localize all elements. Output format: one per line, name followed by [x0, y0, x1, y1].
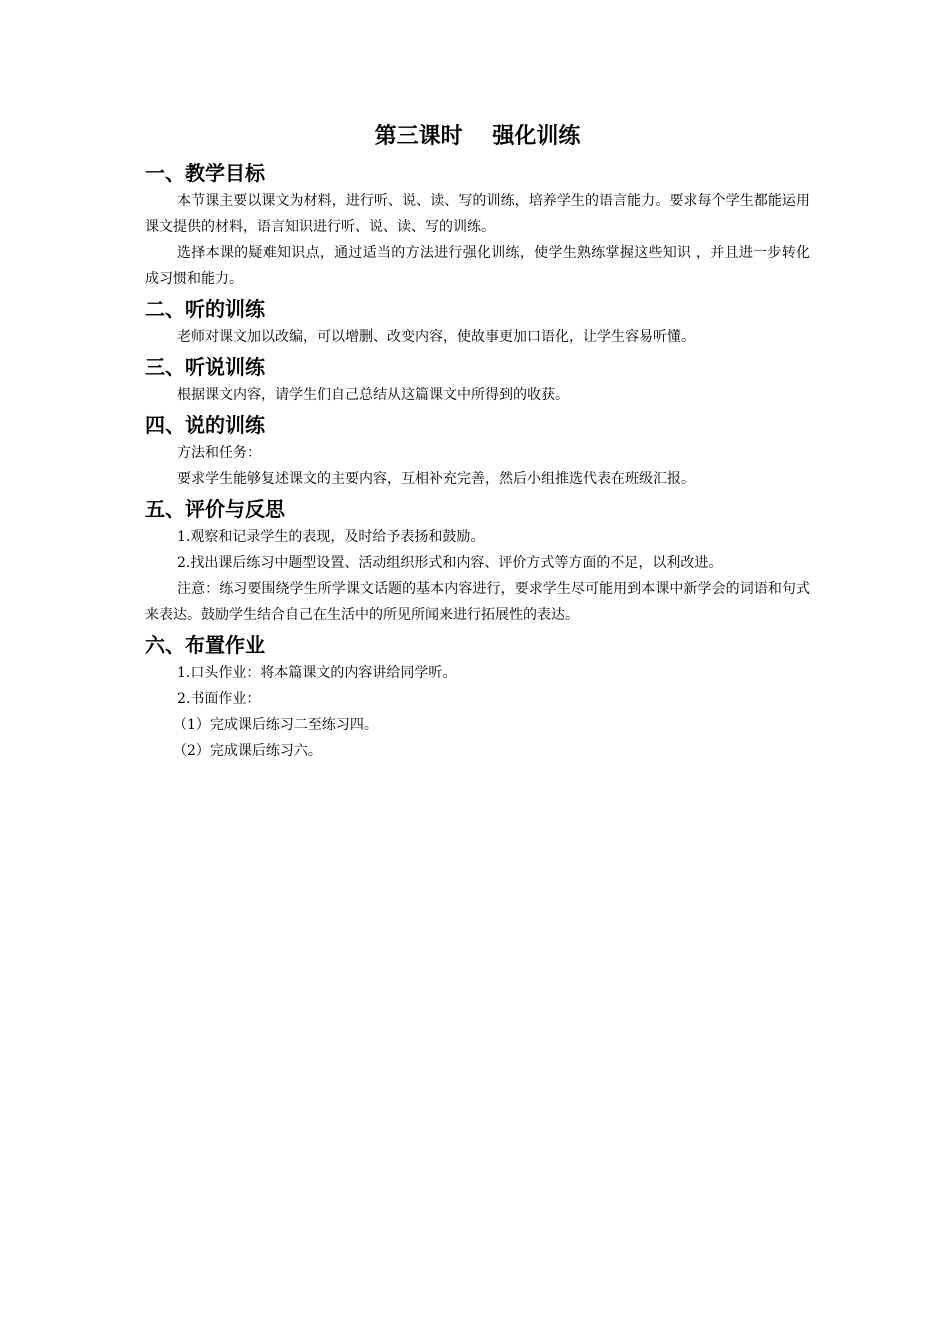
paragraph: 根据课文内容，请学生们自己总结从这篇课文中所得到的收获。 — [177, 387, 569, 403]
text-line: 1.观察和记录学生的表现，及时给予表扬和鼓励。 — [177, 529, 485, 545]
text-line: 方法和任务： — [177, 445, 261, 461]
section-homework — [145, 630, 810, 764]
paragraph: 注意：练习要围绕学生所学课文话题的基本内容进行，要求学生尽可能用到本课中新学会的词语和句式来表达。鼓励学生结合自己在生活中的所见所闻来进行拓展性的表达。 — [145, 581, 810, 623]
text-line: 2.找出课后练习中题型设置、活动组织形式和内容、评价方式等方面的不足，以利改进。 — [177, 555, 723, 571]
homework-item: （1）完成课后练习二至练习四。 — [173, 717, 378, 733]
section-heading: 四、说的训练 — [145, 413, 265, 437]
paragraph: 老师对课文加以改编，可以增删、改变内容，使故事更加口语化，让学生容易听懂。 — [177, 329, 695, 345]
section-speaking-training — [145, 410, 810, 492]
section-heading: 六、布置作业 — [145, 633, 265, 657]
text-line: 1.口头作业：将本篇课文的内容讲给同学听。 — [177, 665, 457, 681]
document-body — [145, 120, 810, 764]
homework-item: （2）完成课后练习六。 — [173, 743, 322, 759]
page-title: 第三课时 强化训练 — [374, 124, 581, 149]
section-evaluation-reflection — [145, 494, 810, 628]
section-listening-speaking-training — [145, 352, 810, 408]
section-heading: 一、教学目标 — [145, 161, 265, 185]
section-heading: 五、评价与反思 — [145, 497, 285, 521]
paragraph: 选择本课的疑难知识点，通过适当的方法进行强化训练，使学生熟练掌握这些知识 ，并且进一步转化成习惯和能力。 — [145, 245, 810, 287]
section-heading: 三、听说训练 — [145, 355, 265, 379]
section-listening-training — [145, 294, 810, 350]
section-heading: 二、听的训练 — [145, 297, 265, 321]
section-teaching-objectives — [145, 158, 810, 292]
paragraph: 本节课主要以课文为材料，进行听、说、读、写的训练，培养学生的语言能力。要求每个学生都能运用课文提供的材料，语言知识进行听、说、读、写的训练。 — [145, 193, 810, 235]
text-line: 要求学生能够复述课文的主要内容，互相补充完善，然后小组推选代表在班级汇报。 — [177, 471, 695, 487]
text-line: 2.书面作业： — [177, 691, 261, 707]
